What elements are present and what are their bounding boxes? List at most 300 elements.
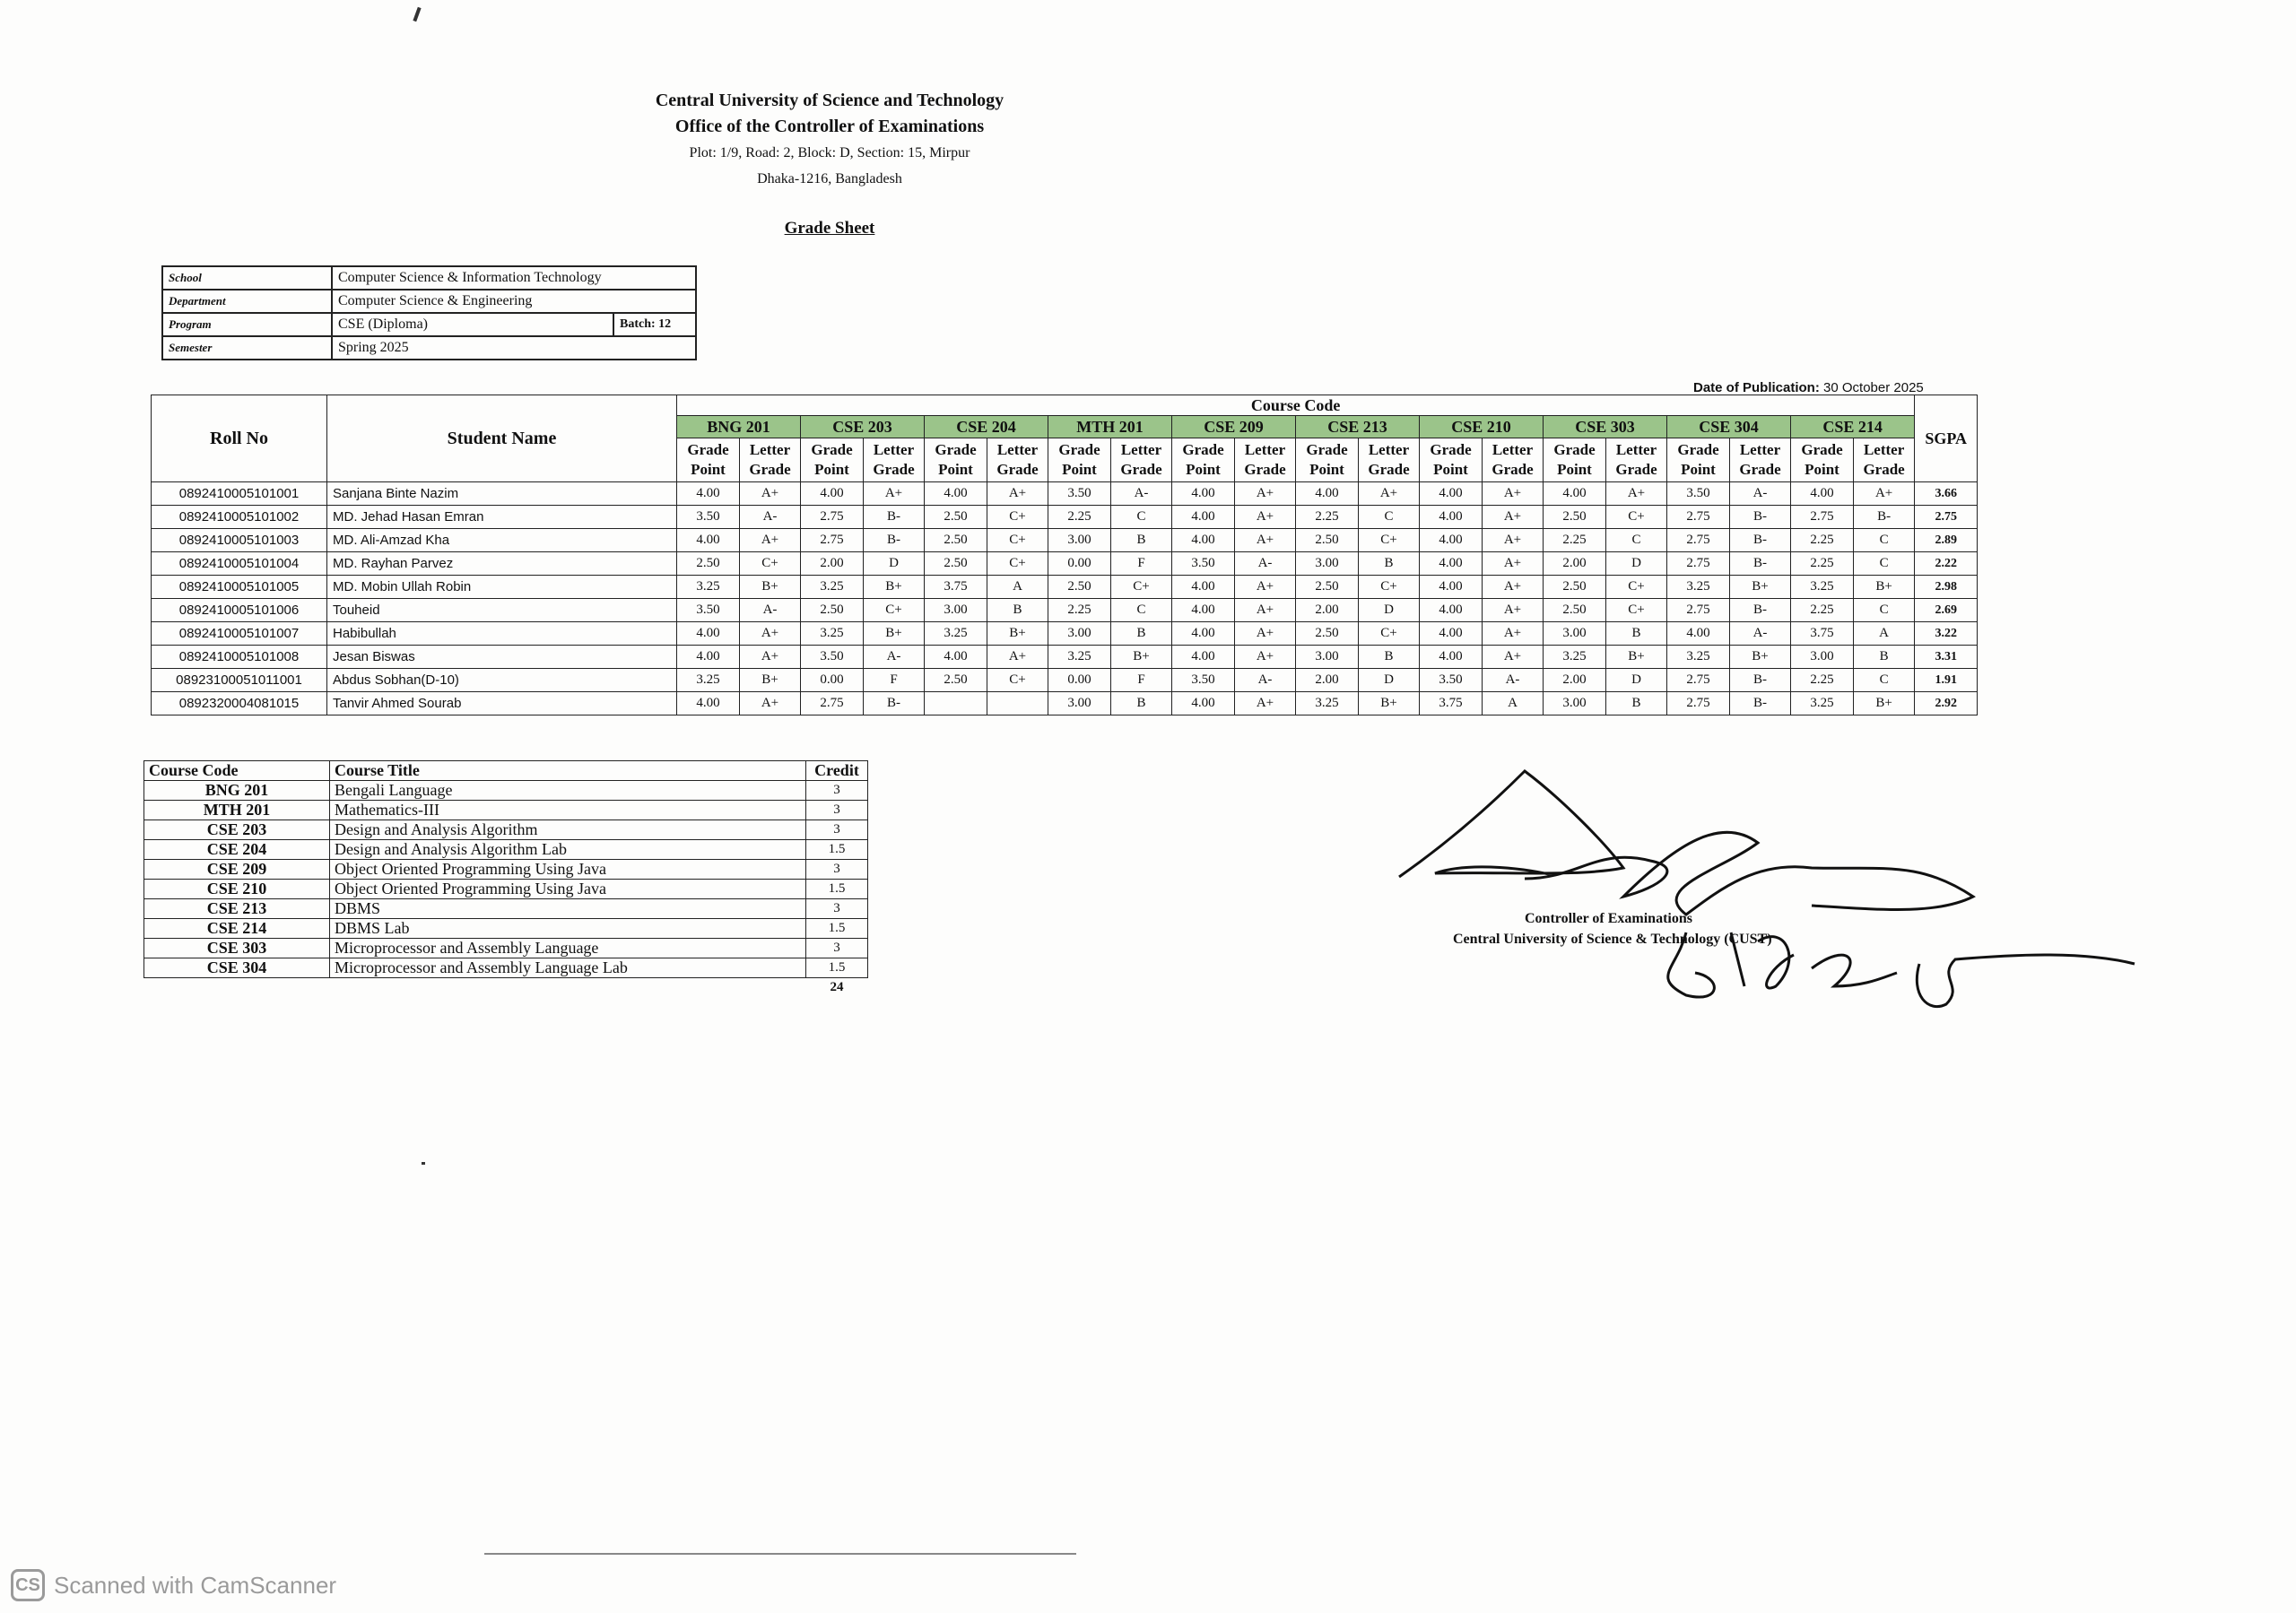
document-header xyxy=(538,88,1121,192)
course-code-header: Course Code xyxy=(677,395,1915,416)
letter-grade-cell: B xyxy=(987,599,1048,622)
grade-point-cell: 3.00 xyxy=(1048,622,1111,646)
letter-grade-cell: D xyxy=(1606,552,1667,576)
letter-grade-header: Letter Grade xyxy=(1483,438,1544,482)
grade-point-cell: 3.00 xyxy=(1296,646,1359,669)
student-name: MD. Rayhan Parvez xyxy=(327,552,677,576)
student-row xyxy=(152,482,1978,506)
grade-point-cell: 4.00 xyxy=(677,482,740,506)
grade-point-cell: 2.25 xyxy=(1544,529,1606,552)
letter-grade-cell: A+ xyxy=(740,529,801,552)
letter-grade-cell: A- xyxy=(1483,669,1544,692)
letter-grade-cell: A+ xyxy=(1235,482,1296,506)
letter-grade-cell: B+ xyxy=(1730,646,1791,669)
grade-point-header: Grade Point xyxy=(1048,438,1111,482)
letter-grade-cell: A+ xyxy=(864,482,925,506)
letter-grade-cell: A- xyxy=(1730,482,1791,506)
grade-point-cell: 2.50 xyxy=(677,552,740,576)
course-header-cse-209: CSE 209 xyxy=(1172,416,1296,438)
publication-date-label: Date of Publication: xyxy=(1693,380,1820,395)
grade-point-cell: 2.75 xyxy=(1667,506,1730,529)
sgpa-cell: 2.92 xyxy=(1915,692,1978,715)
course-credit: 3 xyxy=(806,939,868,958)
grade-point-cell: 3.25 xyxy=(801,576,864,599)
grade-point-cell: 4.00 xyxy=(1172,506,1235,529)
letter-grade-cell: B- xyxy=(1730,692,1791,715)
letter-grade-cell: C+ xyxy=(1359,622,1420,646)
sgpa-cell: 2.89 xyxy=(1915,529,1978,552)
course-title: DBMS xyxy=(330,899,806,919)
grade-point-cell: 2.00 xyxy=(801,552,864,576)
letter-grade-cell: D xyxy=(1606,669,1667,692)
letter-grade-cell: A xyxy=(987,576,1048,599)
grade-point-cell: 4.00 xyxy=(1172,599,1235,622)
letter-grade-cell: A+ xyxy=(1483,646,1544,669)
course-header-bng-201: BNG 201 xyxy=(677,416,801,438)
letter-grade-cell: B+ xyxy=(740,576,801,599)
grade-point-cell: 3.00 xyxy=(1544,622,1606,646)
grade-point-cell: 2.50 xyxy=(1544,576,1606,599)
program-info-box xyxy=(161,265,697,360)
course-list-row xyxy=(144,939,868,958)
letter-grade-cell: A+ xyxy=(1483,506,1544,529)
grade-point-cell: 2.50 xyxy=(1544,506,1606,529)
grade-point-cell: 3.50 xyxy=(1172,552,1235,576)
course-header-cse-214: CSE 214 xyxy=(1791,416,1915,438)
letter-grade-cell: B xyxy=(1606,622,1667,646)
grade-point-cell: 3.00 xyxy=(1296,552,1359,576)
course-header-mth-201: MTH 201 xyxy=(1048,416,1172,438)
course-title: Design and Analysis Algorithm Lab xyxy=(330,840,806,860)
letter-grade-cell: C xyxy=(1854,669,1915,692)
student-name-header: Student Name xyxy=(327,395,677,482)
sgpa-cell: 3.22 xyxy=(1915,622,1978,646)
letter-grade-cell: A+ xyxy=(1235,529,1296,552)
letter-grade-cell: A+ xyxy=(740,622,801,646)
grade-point-cell: 2.50 xyxy=(925,506,987,529)
grade-point-cell: 4.00 xyxy=(1172,482,1235,506)
credit-total-row xyxy=(144,978,868,998)
letter-grade-cell: A+ xyxy=(1235,622,1296,646)
letter-grade-cell: B+ xyxy=(1111,646,1172,669)
letter-grade-cell: C+ xyxy=(1606,599,1667,622)
grade-point-cell: 3.50 xyxy=(1667,482,1730,506)
grade-table xyxy=(151,395,1978,715)
course-list-row xyxy=(144,801,868,820)
grade-point-cell: 4.00 xyxy=(801,482,864,506)
letter-grade-cell: D xyxy=(864,552,925,576)
letter-grade-header: Letter Grade xyxy=(1730,438,1791,482)
letter-grade-cell: C+ xyxy=(1606,506,1667,529)
sheet-title: Grade Sheet xyxy=(784,219,875,238)
grade-point-cell: 2.00 xyxy=(1544,669,1606,692)
letter-grade-cell: B xyxy=(1111,529,1172,552)
department-label: Department xyxy=(162,290,332,313)
grade-point-cell: 2.25 xyxy=(1791,599,1854,622)
grade-point-cell: 4.00 xyxy=(1172,692,1235,715)
department-value: Computer Science & Engineering xyxy=(332,290,696,313)
grade-point-cell: 3.50 xyxy=(1420,669,1483,692)
university-name: Central University of Science and Technology xyxy=(655,91,1004,110)
course-credit: 1.5 xyxy=(806,840,868,860)
course-code: CSE 303 xyxy=(144,939,330,958)
grade-point-cell: 3.25 xyxy=(1791,692,1854,715)
batch-value: Batch: 12 xyxy=(613,313,696,336)
camscanner-watermark xyxy=(11,1569,336,1601)
grade-point-cell: 4.00 xyxy=(1667,622,1730,646)
grade-point-header: Grade Point xyxy=(1544,438,1606,482)
grade-point-cell: 2.75 xyxy=(1667,599,1730,622)
student-row xyxy=(152,576,1978,599)
grade-point-cell: 3.75 xyxy=(1791,622,1854,646)
letter-grade-cell: A+ xyxy=(1359,482,1420,506)
student-row xyxy=(152,646,1978,669)
course-list-row xyxy=(144,958,868,978)
course-header-cse-210: CSE 210 xyxy=(1420,416,1544,438)
letter-grade-cell: A+ xyxy=(1235,646,1296,669)
grade-point-cell: 2.75 xyxy=(801,506,864,529)
letter-grade-cell: A+ xyxy=(1483,599,1544,622)
grade-point-header: Grade Point xyxy=(677,438,740,482)
letter-grade-cell: C+ xyxy=(987,506,1048,529)
letter-grade-cell: B xyxy=(1111,692,1172,715)
course-header-cse-213: CSE 213 xyxy=(1296,416,1420,438)
grade-point-cell: 4.00 xyxy=(1296,482,1359,506)
letter-grade-cell: A- xyxy=(1235,669,1296,692)
grade-point-cell: 4.00 xyxy=(1172,529,1235,552)
roll-number: 0892410005101008 xyxy=(152,646,327,669)
letter-grade-cell: C+ xyxy=(1359,576,1420,599)
student-name: Tanvir Ahmed Sourab xyxy=(327,692,677,715)
course-title: Design and Analysis Algorithm xyxy=(330,820,806,840)
student-row xyxy=(152,529,1978,552)
office-name: Office of the Controller of Examinations xyxy=(674,117,985,136)
letter-grade-cell: A+ xyxy=(740,646,801,669)
roll-number: 0892410005101002 xyxy=(152,506,327,529)
roll-number: 08923100051011001 xyxy=(152,669,327,692)
letter-grade-cell: B xyxy=(1854,646,1915,669)
semester-label: Semester xyxy=(162,336,332,360)
letter-grade-header: Letter Grade xyxy=(987,438,1048,482)
course-code: CSE 204 xyxy=(144,840,330,860)
grade-point-cell: 3.00 xyxy=(1048,529,1111,552)
letter-grade-cell: A- xyxy=(1111,482,1172,506)
letter-grade-cell: B- xyxy=(1854,506,1915,529)
grade-point-cell: 4.00 xyxy=(677,646,740,669)
letter-grade-cell xyxy=(987,692,1048,715)
letter-grade-cell: A+ xyxy=(987,646,1048,669)
student-row xyxy=(152,622,1978,646)
grade-point-cell: 0.00 xyxy=(1048,552,1111,576)
course-title-col-header: Course Title xyxy=(330,761,806,781)
letter-grade-cell: B- xyxy=(864,692,925,715)
grade-point-cell: 2.50 xyxy=(1048,576,1111,599)
letter-grade-cell: A- xyxy=(740,506,801,529)
letter-grade-header: Letter Grade xyxy=(1854,438,1915,482)
letter-grade-cell: B xyxy=(1111,622,1172,646)
sgpa-cell: 3.66 xyxy=(1915,482,1978,506)
course-header-cse-203: CSE 203 xyxy=(801,416,925,438)
letter-grade-cell: A+ xyxy=(1483,529,1544,552)
student-row xyxy=(152,599,1978,622)
grade-point-cell: 2.25 xyxy=(1791,529,1854,552)
grade-point-cell: 4.00 xyxy=(1172,622,1235,646)
letter-grade-cell: B+ xyxy=(864,622,925,646)
grade-point-cell: 3.25 xyxy=(1048,646,1111,669)
letter-grade-cell: C xyxy=(1854,529,1915,552)
course-code: BNG 201 xyxy=(144,781,330,801)
letter-grade-cell: B xyxy=(1606,692,1667,715)
letter-grade-cell: B+ xyxy=(1359,692,1420,715)
address-line-1: Plot: 1/9, Road: 2, Block: D, Section: 15, Mirpur xyxy=(689,145,970,160)
grade-point-cell: 4.00 xyxy=(1420,599,1483,622)
grade-point-cell: 2.25 xyxy=(1791,669,1854,692)
grade-point-cell: 3.50 xyxy=(677,506,740,529)
letter-grade-cell: B- xyxy=(1730,506,1791,529)
grade-point-cell: 3.75 xyxy=(925,576,987,599)
letter-grade-cell: C+ xyxy=(864,599,925,622)
grade-point-cell: 2.50 xyxy=(801,599,864,622)
course-list-table xyxy=(144,760,868,997)
letter-grade-cell: A xyxy=(1483,692,1544,715)
grade-point-header: Grade Point xyxy=(925,438,987,482)
grade-point-cell: 3.50 xyxy=(1048,482,1111,506)
grade-point-cell: 4.00 xyxy=(1172,576,1235,599)
student-row xyxy=(152,692,1978,715)
letter-grade-header: Letter Grade xyxy=(740,438,801,482)
letter-grade-cell: B xyxy=(1359,552,1420,576)
grade-point-cell: 2.75 xyxy=(1667,669,1730,692)
grade-point-cell: 2.50 xyxy=(1296,529,1359,552)
grade-point-cell: 2.00 xyxy=(1544,552,1606,576)
signature-organization: Central University of Science & Technology (CUST) xyxy=(1453,932,1772,947)
letter-grade-header: Letter Grade xyxy=(1235,438,1296,482)
grade-point-cell: 2.25 xyxy=(1048,506,1111,529)
student-name: Sanjana Binte Nazim xyxy=(327,482,677,506)
grade-point-cell: 4.00 xyxy=(1420,506,1483,529)
letter-grade-cell: A+ xyxy=(1483,622,1544,646)
scan-mark xyxy=(413,7,421,22)
letter-grade-cell: B- xyxy=(864,506,925,529)
roll-no-header: Roll No xyxy=(152,395,327,482)
grade-point-header: Grade Point xyxy=(1791,438,1854,482)
student-name: MD. Ali-Amzad Kha xyxy=(327,529,677,552)
school-label: School xyxy=(162,266,332,290)
sgpa-cell: 2.98 xyxy=(1915,576,1978,599)
letter-grade-cell: A+ xyxy=(1235,506,1296,529)
letter-grade-cell: A- xyxy=(740,599,801,622)
letter-grade-cell: A+ xyxy=(1854,482,1915,506)
grade-point-cell: 3.25 xyxy=(1667,646,1730,669)
course-credit: 1.5 xyxy=(806,958,868,978)
course-credit: 3 xyxy=(806,899,868,919)
course-header-cse-304: CSE 304 xyxy=(1667,416,1791,438)
credit-total: 24 xyxy=(830,980,844,994)
course-header-cse-303: CSE 303 xyxy=(1544,416,1667,438)
grade-point-cell: 2.50 xyxy=(925,552,987,576)
letter-grade-cell: C xyxy=(1854,599,1915,622)
grade-point-cell: 4.00 xyxy=(1420,482,1483,506)
letter-grade-cell: B- xyxy=(864,529,925,552)
grade-point-cell: 3.50 xyxy=(677,599,740,622)
letter-grade-cell: B+ xyxy=(1606,646,1667,669)
letter-grade-cell: A xyxy=(1854,622,1915,646)
grade-point-header: Grade Point xyxy=(1296,438,1359,482)
grade-point-cell: 3.75 xyxy=(1420,692,1483,715)
grade-point-cell: 2.50 xyxy=(1296,622,1359,646)
course-title: Bengali Language xyxy=(330,781,806,801)
course-code: CSE 203 xyxy=(144,820,330,840)
student-name: MD. Mobin Ullah Robin xyxy=(327,576,677,599)
course-title: Microprocessor and Assembly Language xyxy=(330,939,806,958)
course-credit: 1.5 xyxy=(806,919,868,939)
roll-number: 0892410005101007 xyxy=(152,622,327,646)
letter-grade-header: Letter Grade xyxy=(1606,438,1667,482)
letter-grade-cell: B+ xyxy=(740,669,801,692)
student-row xyxy=(152,669,1978,692)
letter-grade-cell: A+ xyxy=(1606,482,1667,506)
letter-grade-cell: B- xyxy=(1730,599,1791,622)
letter-grade-header: Letter Grade xyxy=(1111,438,1172,482)
grade-point-cell: 4.00 xyxy=(1791,482,1854,506)
grade-point-cell: 3.00 xyxy=(925,599,987,622)
course-title: Microprocessor and Assembly Language Lab xyxy=(330,958,806,978)
scan-line xyxy=(484,1553,1076,1555)
grade-point-cell: 3.00 xyxy=(1544,692,1606,715)
publication-date xyxy=(1693,380,1924,395)
watermark-text: Scanned with CamScanner xyxy=(54,1571,337,1599)
grade-point-header: Grade Point xyxy=(1667,438,1730,482)
letter-grade-cell: A+ xyxy=(1483,576,1544,599)
grade-point-cell: 4.00 xyxy=(1544,482,1606,506)
letter-grade-cell: A+ xyxy=(1235,692,1296,715)
course-list-row xyxy=(144,860,868,880)
grade-point-header: Grade Point xyxy=(1420,438,1483,482)
course-list-row xyxy=(144,899,868,919)
letter-grade-cell: B+ xyxy=(987,622,1048,646)
grade-point-cell: 4.00 xyxy=(1420,552,1483,576)
sgpa-cell: 1.91 xyxy=(1915,669,1978,692)
letter-grade-cell: C xyxy=(1854,552,1915,576)
grade-point-cell: 0.00 xyxy=(1048,669,1111,692)
letter-grade-cell: F xyxy=(1111,552,1172,576)
letter-grade-header: Letter Grade xyxy=(864,438,925,482)
letter-grade-cell: B- xyxy=(1730,552,1791,576)
grade-point-cell: 4.00 xyxy=(925,482,987,506)
semester-value: Spring 2025 xyxy=(332,336,696,360)
letter-grade-cell: B xyxy=(1359,646,1420,669)
grade-point-cell: 2.25 xyxy=(1296,506,1359,529)
sgpa-cell: 3.31 xyxy=(1915,646,1978,669)
publication-date-value: 30 October 2025 xyxy=(1823,380,1924,395)
sgpa-cell: 2.75 xyxy=(1915,506,1978,529)
letter-grade-cell: C+ xyxy=(1111,576,1172,599)
grade-point-cell: 4.00 xyxy=(1420,622,1483,646)
student-row xyxy=(152,506,1978,529)
roll-number: 0892410005101005 xyxy=(152,576,327,599)
letter-grade-cell: C+ xyxy=(987,552,1048,576)
grade-point-cell: 2.50 xyxy=(1296,576,1359,599)
signature-title: Controller of Examinations xyxy=(1525,911,1692,926)
program-value: CSE (Diploma) xyxy=(332,313,613,336)
sgpa-cell: 2.22 xyxy=(1915,552,1978,576)
program-label: Program xyxy=(162,313,332,336)
letter-grade-cell: B- xyxy=(1730,669,1791,692)
course-code-col-header: Course Code xyxy=(144,761,330,781)
address-line-2: Dhaka-1216, Bangladesh xyxy=(757,171,902,186)
course-title: Mathematics-III xyxy=(330,801,806,820)
course-list-row xyxy=(144,880,868,899)
letter-grade-cell: B- xyxy=(1730,529,1791,552)
letter-grade-cell: C+ xyxy=(1359,529,1420,552)
letter-grade-cell: F xyxy=(864,669,925,692)
grade-point-cell: 2.75 xyxy=(1667,529,1730,552)
grade-point-cell: 4.00 xyxy=(677,529,740,552)
course-list-row xyxy=(144,820,868,840)
course-credit: 3 xyxy=(806,781,868,801)
grade-point-cell: 3.25 xyxy=(1667,576,1730,599)
camscanner-logo-icon: CS xyxy=(11,1569,45,1601)
letter-grade-cell: A+ xyxy=(740,692,801,715)
roll-number: 0892410005101006 xyxy=(152,599,327,622)
student-name: Jesan Biswas xyxy=(327,646,677,669)
grade-point-cell: 3.50 xyxy=(1172,669,1235,692)
letter-grade-cell: C xyxy=(1111,599,1172,622)
grade-point-cell: 2.25 xyxy=(1791,552,1854,576)
course-list-row xyxy=(144,840,868,860)
grade-point-cell: 3.25 xyxy=(925,622,987,646)
grade-point-cell: 2.50 xyxy=(925,669,987,692)
course-list-body xyxy=(144,781,868,998)
grade-point-cell: 3.25 xyxy=(1296,692,1359,715)
grade-point-cell: 4.00 xyxy=(1420,529,1483,552)
course-title: Object Oriented Programming Using Java xyxy=(330,880,806,899)
grade-point-cell: 2.50 xyxy=(1544,599,1606,622)
course-code: CSE 209 xyxy=(144,860,330,880)
letter-grade-cell: A- xyxy=(1235,552,1296,576)
letter-grade-header: Letter Grade xyxy=(1359,438,1420,482)
course-credit: 3 xyxy=(806,801,868,820)
course-list-row xyxy=(144,781,868,801)
course-title: DBMS Lab xyxy=(330,919,806,939)
course-title: Object Oriented Programming Using Java xyxy=(330,860,806,880)
course-code: CSE 210 xyxy=(144,880,330,899)
letter-grade-cell: F xyxy=(1111,669,1172,692)
grade-point-cell: 3.00 xyxy=(1791,646,1854,669)
student-name: MD. Jehad Hasan Emran xyxy=(327,506,677,529)
sgpa-cell: 2.69 xyxy=(1915,599,1978,622)
letter-grade-cell: A+ xyxy=(987,482,1048,506)
roll-number: 0892320004081015 xyxy=(152,692,327,715)
letter-grade-cell: A+ xyxy=(1483,482,1544,506)
grade-point-cell: 3.25 xyxy=(1791,576,1854,599)
grade-point-cell: 3.50 xyxy=(801,646,864,669)
student-row xyxy=(152,552,1978,576)
grade-point-cell xyxy=(925,692,987,715)
letter-grade-cell: A- xyxy=(1730,622,1791,646)
grade-point-cell: 2.75 xyxy=(1667,692,1730,715)
course-credit: 3 xyxy=(806,820,868,840)
scan-mark xyxy=(422,1162,425,1165)
roll-number: 0892410005101003 xyxy=(152,529,327,552)
course-list-row xyxy=(144,919,868,939)
grade-point-cell: 4.00 xyxy=(925,646,987,669)
grade-point-cell: 2.00 xyxy=(1296,669,1359,692)
grade-point-cell: 2.50 xyxy=(925,529,987,552)
student-name: Habibullah xyxy=(327,622,677,646)
letter-grade-cell: C+ xyxy=(987,669,1048,692)
letter-grade-cell: B+ xyxy=(1730,576,1791,599)
